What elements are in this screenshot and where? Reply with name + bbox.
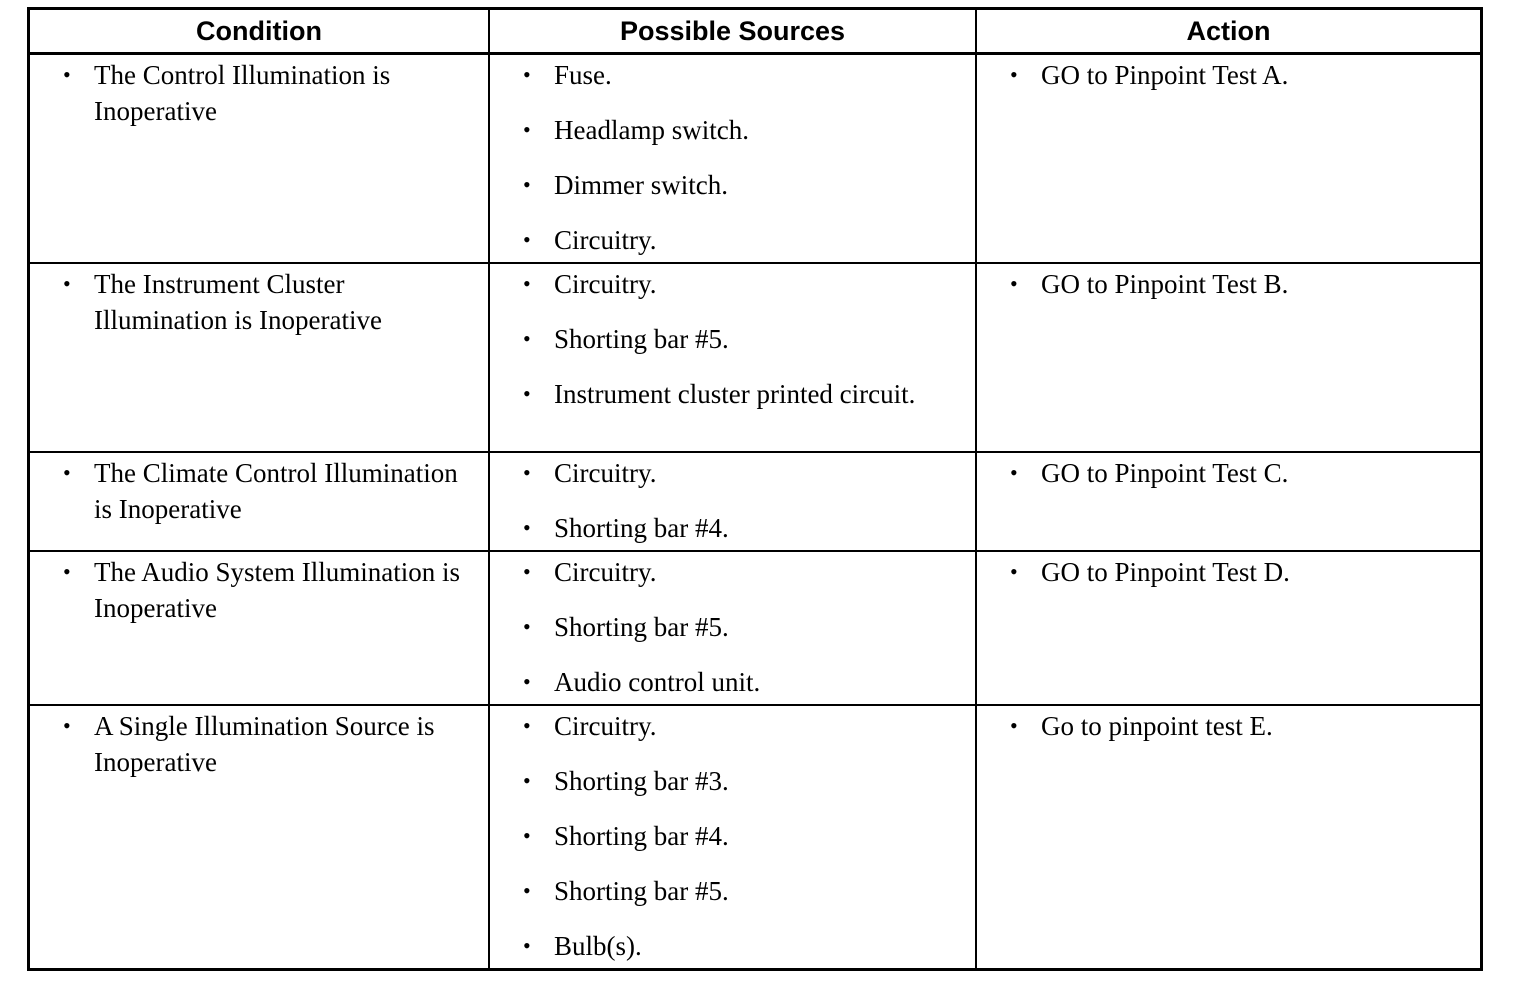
bullet-icon: • bbox=[523, 669, 531, 694]
source-item: • Instrument cluster printed circuit. bbox=[490, 376, 965, 412]
table-row bbox=[30, 263, 1480, 452]
bullet-icon: • bbox=[523, 515, 531, 540]
table-row bbox=[30, 551, 1480, 705]
sources-cell bbox=[489, 263, 976, 452]
source-item: • Shorting bar #3. bbox=[490, 763, 965, 799]
bullet-icon: • bbox=[1010, 713, 1018, 738]
bullet-icon: • bbox=[1010, 62, 1018, 87]
condition-item: • The Audio System Illumination is Inoperative bbox=[30, 554, 478, 626]
header-action: Action bbox=[976, 10, 1480, 54]
bullet-icon: • bbox=[523, 460, 531, 485]
bullet-icon: • bbox=[523, 614, 531, 639]
bullet-icon: • bbox=[523, 878, 531, 903]
condition-item: • The Climate Control Illumination is Inoperative bbox=[30, 455, 478, 527]
source-item: • Circuitry. bbox=[490, 266, 965, 302]
condition-cell bbox=[30, 452, 489, 551]
bullet-icon: • bbox=[1010, 271, 1018, 296]
bullet-icon: • bbox=[523, 713, 531, 738]
action-cell bbox=[976, 263, 1480, 452]
source-item: • Fuse. bbox=[490, 57, 965, 93]
bullet-icon: • bbox=[523, 227, 531, 252]
bullet-icon: • bbox=[523, 172, 531, 197]
bullet-icon: • bbox=[523, 768, 531, 793]
bullet-icon: • bbox=[523, 271, 531, 296]
bullet-icon: • bbox=[1010, 460, 1018, 485]
source-item: • Shorting bar #5. bbox=[490, 609, 965, 645]
bullet-icon: • bbox=[63, 713, 71, 738]
bullet-icon: • bbox=[523, 62, 531, 87]
source-item: • Shorting bar #4. bbox=[490, 818, 965, 854]
source-item: • Audio control unit. bbox=[490, 664, 965, 700]
condition-cell bbox=[30, 551, 489, 705]
action-item: • GO to Pinpoint Test C. bbox=[977, 455, 1470, 491]
bullet-icon: • bbox=[523, 559, 531, 584]
action-item: • GO to Pinpoint Test B. bbox=[977, 266, 1470, 302]
action-item: • GO to Pinpoint Test D. bbox=[977, 554, 1470, 590]
action-cell bbox=[976, 551, 1480, 705]
condition-item: • The Control Illumination is Inoperative bbox=[30, 57, 478, 129]
header-row bbox=[30, 10, 1480, 54]
bullet-icon: • bbox=[523, 381, 531, 406]
bullet-icon: • bbox=[63, 559, 71, 584]
source-item: • Circuitry. bbox=[490, 708, 965, 744]
action-cell bbox=[976, 452, 1480, 551]
bullet-icon: • bbox=[523, 117, 531, 142]
source-item: • Shorting bar #5. bbox=[490, 873, 965, 909]
source-item: • Circuitry. bbox=[490, 222, 965, 258]
source-item: • Shorting bar #4. bbox=[490, 510, 965, 546]
symptom-chart-table bbox=[30, 10, 1480, 968]
action-cell bbox=[976, 54, 1480, 264]
header-possible-sources: Possible Sources bbox=[489, 10, 976, 54]
bullet-icon: • bbox=[63, 460, 71, 485]
table-row bbox=[30, 452, 1480, 551]
action-item: • Go to pinpoint test E. bbox=[977, 708, 1470, 744]
source-item: • Headlamp switch. bbox=[490, 112, 965, 148]
sources-cell bbox=[489, 551, 976, 705]
bullet-icon: • bbox=[63, 271, 71, 296]
bullet-icon: • bbox=[63, 62, 71, 87]
source-item: • Circuitry. bbox=[490, 455, 965, 491]
header-condition: Condition bbox=[30, 10, 489, 54]
sources-cell bbox=[489, 452, 976, 551]
bullet-icon: • bbox=[523, 326, 531, 351]
condition-cell bbox=[30, 263, 489, 452]
bullet-icon: • bbox=[523, 933, 531, 958]
source-item: • Shorting bar #5. bbox=[490, 321, 965, 357]
condition-cell bbox=[30, 705, 489, 968]
source-item: • Dimmer switch. bbox=[490, 167, 965, 203]
condition-item: • The Instrument Cluster Illumination is Inoperative bbox=[30, 266, 478, 338]
source-item: • Bulb(s). bbox=[490, 928, 965, 964]
diagnostic-table-container bbox=[27, 7, 1483, 971]
bullet-icon: • bbox=[523, 823, 531, 848]
condition-item: • A Single Illumination Source is Inoperative bbox=[30, 708, 478, 780]
condition-cell bbox=[30, 54, 489, 264]
table-row bbox=[30, 705, 1480, 968]
bullet-icon: • bbox=[1010, 559, 1018, 584]
sources-cell bbox=[489, 705, 976, 968]
source-item: • Circuitry. bbox=[490, 554, 965, 590]
sources-cell bbox=[489, 54, 976, 264]
action-item: • GO to Pinpoint Test A. bbox=[977, 57, 1470, 93]
action-cell bbox=[976, 705, 1480, 968]
table-row bbox=[30, 54, 1480, 264]
